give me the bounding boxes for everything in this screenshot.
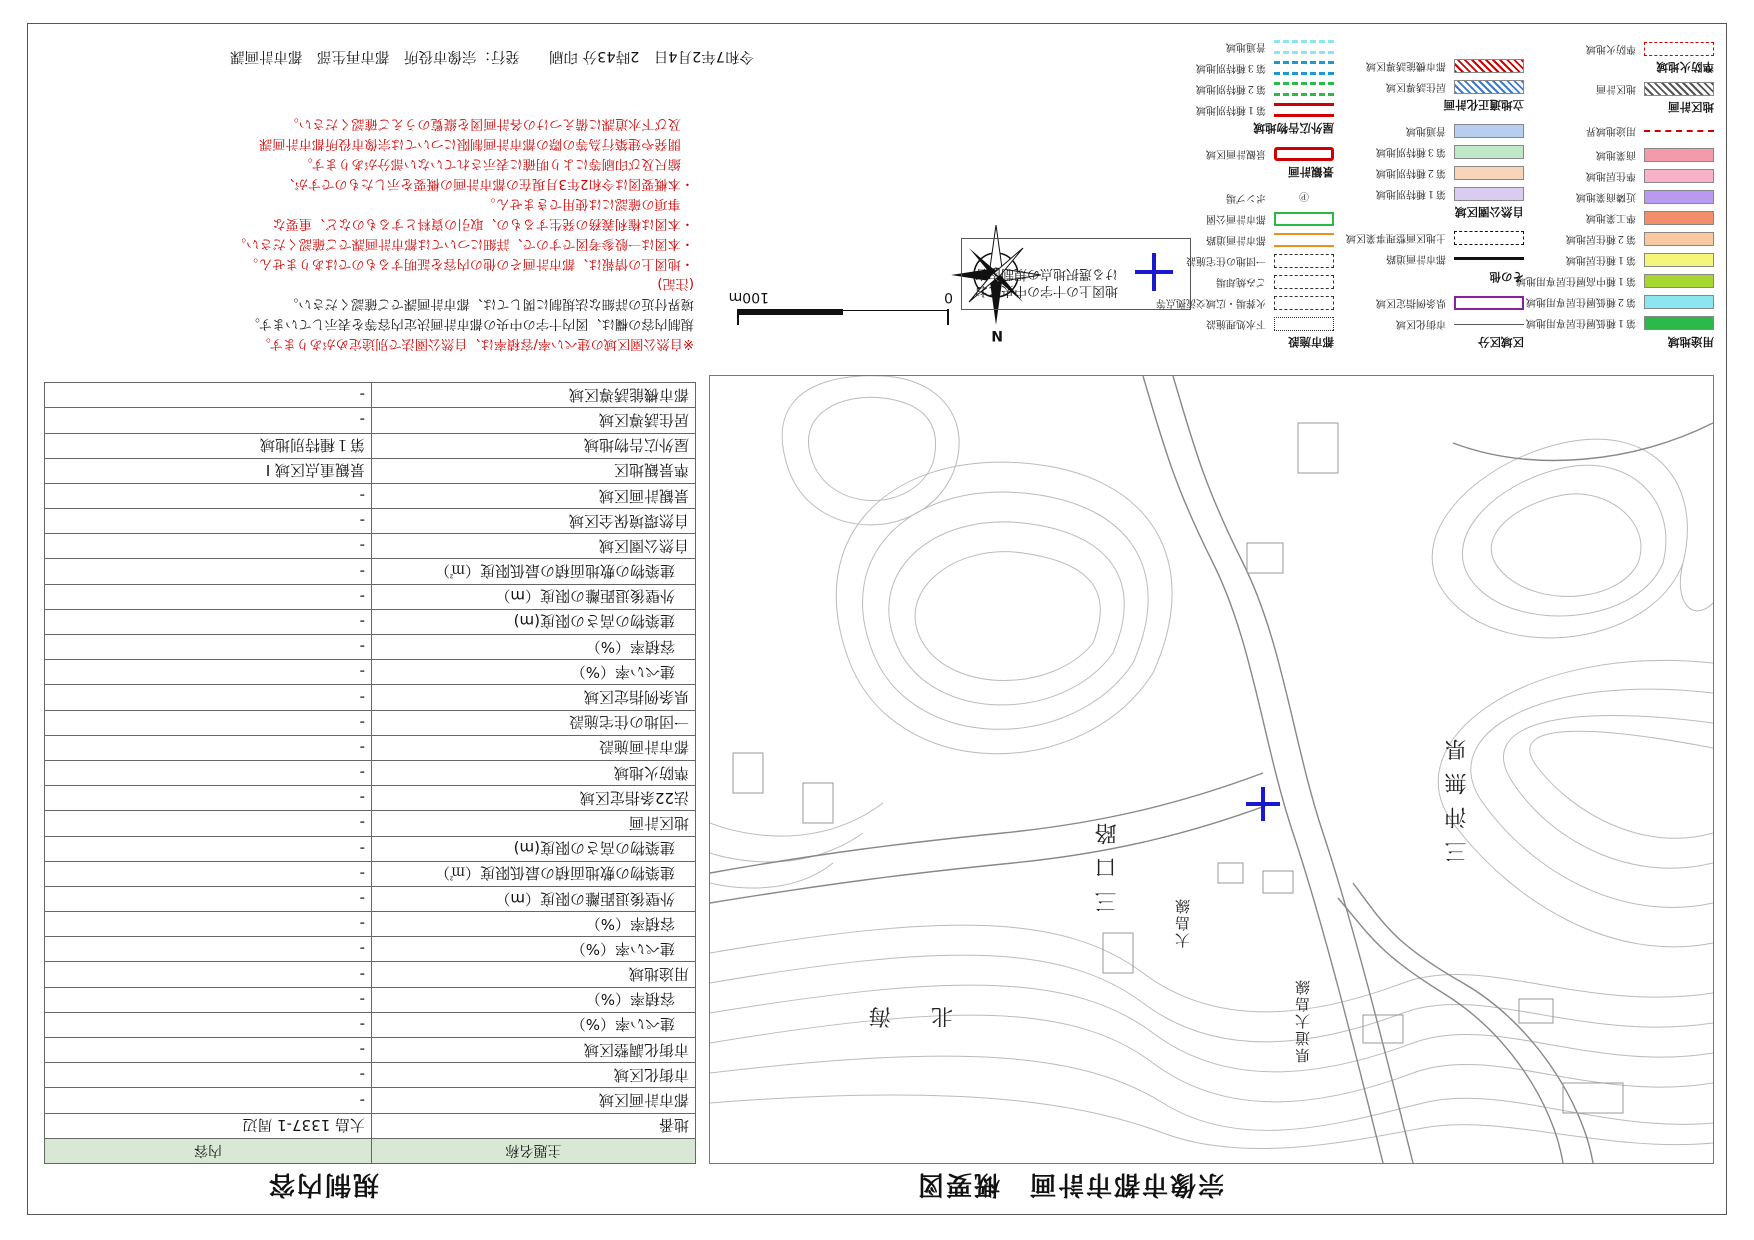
legend-swatch — [1644, 148, 1714, 162]
legend-bouka-title: 準防火地域 — [1656, 60, 1714, 74]
row-content: - — [45, 811, 372, 836]
legend-okugai-2: 第２種特別地域 — [1196, 82, 1334, 98]
legend-youto-item — [1516, 249, 1714, 270]
legend-label: 第１種住居地域 — [1566, 254, 1636, 265]
row-content: - — [45, 710, 372, 735]
note-line: 開発や建築行為等の際の都市計画制限については宗像市役所都市計画課 — [259, 136, 694, 151]
note-line: ・本図は権利義務の発生するもの、取引の資料とするものなど、重要な — [272, 216, 694, 231]
table-row — [45, 861, 696, 886]
legend-shisetsu-1: 下水処理施設 — [1206, 317, 1334, 333]
row-content: - — [45, 559, 372, 584]
row-subject: 市街化区域 — [372, 1063, 696, 1088]
table-row — [45, 609, 696, 634]
row-content: - — [45, 886, 372, 911]
legend-shizen-1: 第１種特別地域 — [1376, 187, 1524, 203]
legend-label: 第２種住居地域 — [1566, 233, 1636, 244]
row-subject: 法22条指定区域 — [372, 786, 696, 811]
legend-okugai-1: 第１種特別地域 — [1196, 103, 1334, 119]
table-row — [45, 1063, 696, 1088]
note-black-2: 境界付近の詳細な法規制に関しては、都市計画課でご確認ください。 — [285, 296, 694, 311]
table-row — [45, 1088, 696, 1113]
note-red-1: ※自然公園区域の建ぺい率/容積率は、自然公園法で別途定めがあります。 — [257, 336, 694, 351]
table-row — [45, 509, 696, 534]
row-content: - — [45, 584, 372, 609]
legend-swatch — [1644, 232, 1714, 246]
row-subject: 準景観地区 — [372, 458, 696, 483]
legend-swatch — [1644, 190, 1714, 204]
contour-map — [710, 376, 1713, 1163]
legend-shizen-4: 普通地域 — [1406, 124, 1524, 140]
table-row — [45, 1012, 696, 1037]
north-label: N — [991, 327, 1003, 343]
table-row — [45, 710, 696, 735]
table-row — [45, 786, 696, 811]
row-content: - — [45, 761, 372, 786]
table-row — [45, 534, 696, 559]
row-content: - — [45, 786, 372, 811]
legend-shizen-title: 自然公園区域 — [1455, 205, 1524, 219]
legend-youto-item — [1516, 186, 1714, 207]
legend-youto-item — [1516, 207, 1714, 228]
legend-swatch — [1644, 211, 1714, 225]
row-subject: 建築物の高さの限度(m) — [372, 609, 696, 634]
table-row — [45, 735, 696, 760]
legend-swatch — [1644, 274, 1714, 288]
row-content: - — [45, 1012, 372, 1037]
note-line: 縮尺及び印刷等により明確に表示されていない部分があります。 — [299, 156, 694, 171]
row-content: 景観重点区域 I — [45, 458, 372, 483]
row-subject: 景観計画区域 — [372, 483, 696, 508]
legend-ritteki-1: 居住誘導区域 — [1386, 80, 1524, 96]
note-line: (注記) — [657, 276, 694, 291]
legend-swatch — [1644, 253, 1714, 267]
note-line: 及び下水道課に備えつけの各計画図を縦覧のうえご確認ください。 — [285, 116, 694, 131]
row-content: - — [45, 735, 372, 760]
table-row — [45, 660, 696, 685]
scale-bar — [728, 285, 953, 335]
legend-sonota-title: その他 — [1489, 270, 1524, 284]
row-content: - — [45, 1038, 372, 1063]
legend-sonota-1: 都市計画道路 — [1386, 252, 1524, 268]
road-label-4: 大島線 — [1174, 897, 1192, 948]
table-row — [45, 483, 696, 508]
cross-note: 地図上の十字の中央における選択地点の規制内容 — [974, 266, 1118, 298]
legend-kuiki-1: 市街化区域 — [1396, 317, 1524, 333]
legend-swatch — [1644, 316, 1714, 330]
row-subject: 県条例指定区域 — [372, 685, 696, 710]
row-subject: 準防火地域 — [372, 761, 696, 786]
legend-label: 第１種低層住居専用地域 — [1526, 317, 1636, 328]
row-content: - — [45, 861, 372, 886]
regulation-title: 規制内容 — [266, 1169, 379, 1199]
row-content: - — [45, 383, 372, 408]
legend-kuiki-title: 区域区分 — [1478, 335, 1524, 349]
table-row — [45, 584, 696, 609]
legend-okugai-3: 第３種特別地域 — [1196, 61, 1334, 77]
table-row — [45, 811, 696, 836]
legend-chiku-title: 地区計画 — [1668, 100, 1714, 114]
note-black-1: 規制内容の欄は、図内十字の中央の都市計画決定内容等を表示しています。 — [246, 316, 694, 331]
note-line: ・本図は一般参考図ですので、詳細については都市計画課でご確認ください。 — [232, 236, 694, 251]
table-row — [45, 685, 696, 710]
table-row — [45, 433, 696, 458]
legend-shizen-2: 第２種特別地域 — [1376, 166, 1524, 182]
table-row — [45, 912, 696, 937]
row-content: - — [45, 912, 372, 937]
row-subject: 容積率（%） — [372, 987, 696, 1012]
row-content: - — [45, 962, 372, 987]
legend-label: 第２種低層住居専用地域 — [1526, 296, 1636, 307]
row-subject: 建築物の高さの限度(m) — [372, 836, 696, 861]
legend-ritteki-2: 都市機能誘導区域 — [1366, 59, 1524, 75]
row-subject: 都市機能誘導区域 — [372, 383, 696, 408]
row-content: - — [45, 509, 372, 534]
legend-okugai-4: 普通地域 — [1226, 40, 1334, 56]
table-row — [45, 1113, 696, 1138]
table-row — [45, 635, 696, 660]
legend-swatch — [1644, 295, 1714, 309]
cross-icon — [1135, 253, 1173, 291]
note-line: 事項の確認には使用できません。 — [482, 196, 694, 211]
legend-shizen-3: 第３種特別地域 — [1376, 145, 1524, 161]
row-subject: 一団地の住宅施設 — [372, 710, 696, 735]
legend-youto-border: 用途地域界 — [1586, 124, 1714, 140]
legend-shisetsu-3: ごみ焼却場 — [1216, 275, 1334, 291]
row-content: - — [45, 836, 372, 861]
row-subject: 都市計画区域 — [372, 1088, 696, 1113]
row-content: - — [45, 408, 372, 433]
legend-shisetsu-title: 都市施設 — [1288, 335, 1334, 349]
legend-label: 準住居地域 — [1586, 170, 1636, 181]
row-subject: 都市計画施設 — [372, 735, 696, 760]
note-line: ・本概要図は令和2年3月現在の都市計画の概要を示したものですが、 — [281, 176, 694, 191]
row-content: - — [45, 685, 372, 710]
legend-youto-item — [1516, 144, 1714, 165]
row-content: - — [45, 534, 372, 559]
legend-youto-item — [1516, 291, 1714, 312]
legend-sonota-2: 土地区画整理事業区域 — [1346, 231, 1524, 247]
row-subject: 居住誘導区域 — [372, 408, 696, 433]
legend-chiku: 地区計画 — [1596, 82, 1714, 98]
table-row — [45, 559, 696, 584]
legend-keikan: 景観計画区域 — [1206, 147, 1334, 163]
row-subject: 建ぺい率（%） — [372, 660, 696, 685]
legend-youto-item — [1516, 312, 1714, 333]
map-title: 宗像市都市計画 概要図 — [915, 1169, 1224, 1199]
print-footer: 令和7年2月4日 2時43分 印刷 発行：宗像市役所 都市再生部 都市計画課 — [230, 48, 754, 64]
road-label-1: 三口路 — [1095, 811, 1120, 913]
table-row — [45, 987, 696, 1012]
legend-label: 準工業地域 — [1586, 212, 1636, 223]
legend-okugai-title: 屋外広告物地域 — [1253, 121, 1334, 135]
row-subject: 容積率（%） — [372, 912, 696, 937]
table-row — [45, 761, 696, 786]
row-subject: 地番 — [372, 1113, 696, 1138]
row-subject: 外壁後退距離の限度（m） — [372, 886, 696, 911]
regulation-table — [44, 382, 696, 1164]
row-content: - — [45, 635, 372, 660]
scale-zero: 0 — [944, 289, 953, 305]
legend-label: 商業地域 — [1596, 149, 1636, 160]
row-content: 大島 1337-1 周辺 — [45, 1113, 372, 1138]
row-content: - — [45, 987, 372, 1012]
row-subject: 建築物の敷地面積の最低限度（㎡） — [372, 559, 696, 584]
legend-label: 近隣商業地域 — [1576, 191, 1636, 202]
legend-shisetsu-7: Ⓟポンプ場 — [1226, 190, 1309, 203]
table-row — [45, 408, 696, 433]
row-subject: 屋外広告物地域 — [372, 433, 696, 458]
legend-bouka: 準防火地域 — [1586, 42, 1714, 58]
row-subject: 建ぺい率（%） — [372, 937, 696, 962]
legend-youto-item — [1516, 228, 1714, 249]
legend-swatch — [1644, 169, 1714, 183]
legend-keikan-title: 景観計画 — [1288, 165, 1334, 179]
row-content: - — [45, 1088, 372, 1113]
table-row — [45, 1038, 696, 1063]
legend-ritteki-title: 立地適正化計画 — [1443, 98, 1524, 112]
table-row — [45, 962, 696, 987]
row-content: - — [45, 483, 372, 508]
row-subject: 外壁後退距離の限度（m） — [372, 584, 696, 609]
table-row — [45, 836, 696, 861]
road-label-5: 県道大島線 — [1294, 978, 1312, 1063]
legend-label: 第１種中高層住居専用地域 — [1516, 275, 1636, 286]
row-subject: 用途地域 — [372, 962, 696, 987]
header-subject: 主題名称 — [372, 1138, 696, 1163]
row-subject: 容積率（%） — [372, 635, 696, 660]
table-row — [45, 383, 696, 408]
scale-label: 100m — [728, 289, 769, 305]
row-subject: 自然環境保全区域 — [372, 509, 696, 534]
map-area[interactable] — [709, 375, 1714, 1164]
table-row — [45, 937, 696, 962]
row-content: - — [45, 609, 372, 634]
note-red-list — [44, 113, 694, 293]
selection-crosshair[interactable] — [1246, 787, 1280, 821]
notes — [44, 113, 694, 353]
row-subject: 地区計画 — [372, 811, 696, 836]
header-content: 内容 — [45, 1138, 372, 1163]
row-content: - — [45, 660, 372, 685]
note-line: ・地図上の情報は、都市計画その他の内容を証明するものではありません。 — [244, 256, 694, 271]
row-content: - — [45, 1063, 372, 1088]
table-row — [45, 886, 696, 911]
road-label-2: 三沖無県 — [1445, 727, 1470, 863]
legend-youto-item — [1516, 270, 1714, 291]
table-row — [45, 458, 696, 483]
row-content: 第１種特別地域 — [45, 433, 372, 458]
road-label-3: 北海 — [828, 1003, 953, 1028]
legend-shisetsu-6: 都市計画公園 — [1206, 212, 1334, 228]
legend-shisetsu-4: 一団地の住宅施設 — [1186, 254, 1334, 270]
row-content: - — [45, 937, 372, 962]
row-subject: 市街化調整区域 — [372, 1038, 696, 1063]
row-subject: 自然公園区域 — [372, 534, 696, 559]
table-header — [45, 1138, 696, 1163]
legend — [1156, 35, 1714, 350]
row-subject: 建ぺい率（%） — [372, 1012, 696, 1037]
row-subject: 建築物の敷地面積の最低限度（㎡） — [372, 861, 696, 886]
legend-youto-list — [1516, 144, 1714, 333]
legend-youto-item — [1516, 165, 1714, 186]
legend-shisetsu-5: 都市計画道路 — [1206, 233, 1334, 249]
legend-kuiki-2: 県条例指定区域 — [1376, 296, 1524, 312]
legend-youto-title: 用途地域 — [1668, 335, 1714, 349]
legend-shisetsu-2: 火葬場・広域交流拠点等 — [1156, 296, 1334, 312]
